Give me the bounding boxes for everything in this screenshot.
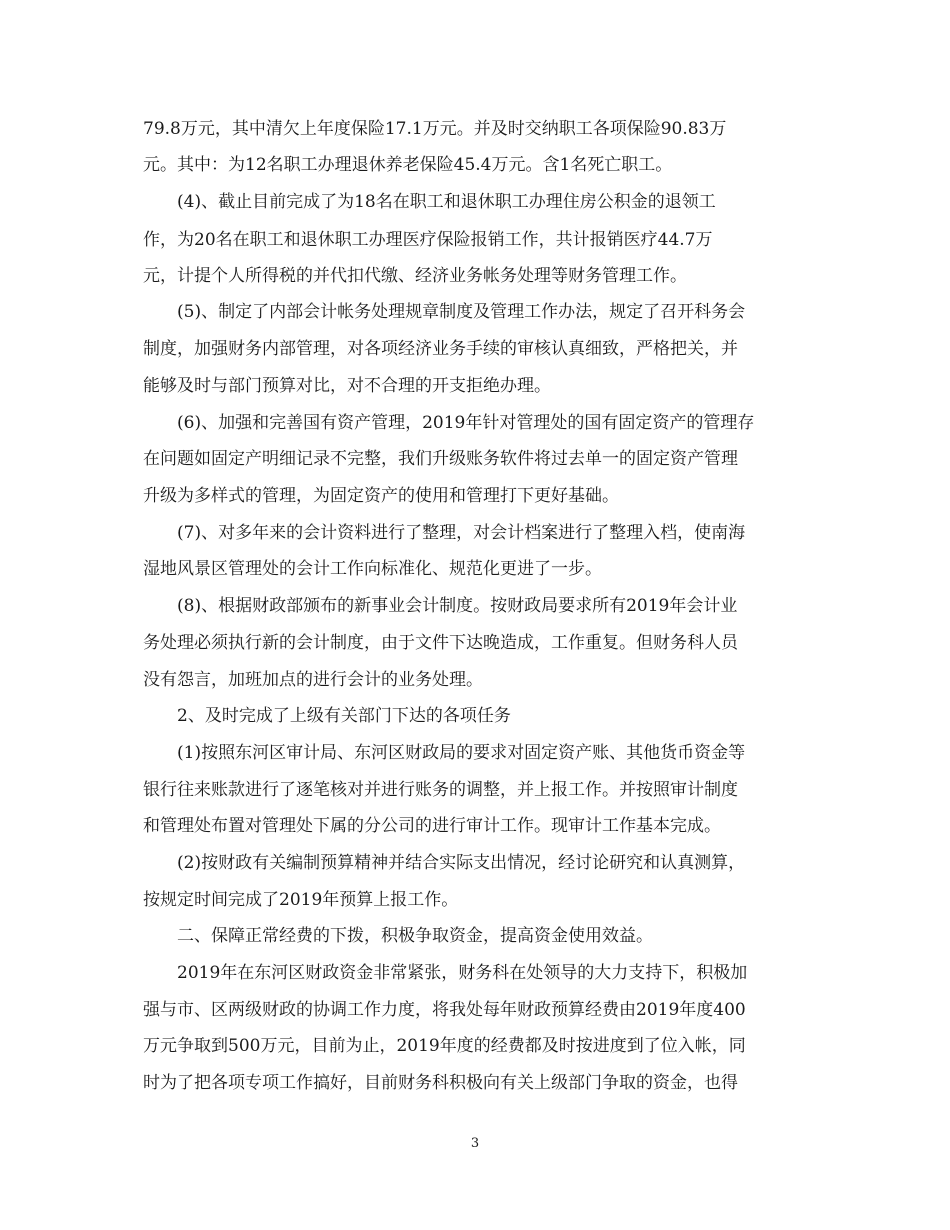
text-line: 时为了把各项专项工作搞好，目前财务科积极向有关上级部门争取的资金，也得 (143, 1073, 738, 1093)
text-line: (8)、根据财政部颁布的新事业会计制度。按财政局要求所有2019年会计业 (177, 596, 738, 616)
text-line: 制度，加强财务内部管理，对各项经济业务手续的审核认真细致，严格把关，并 (143, 339, 738, 359)
text-line: 万元争取到500万元，目前为止，2019年度的经费都及时按进度到了位入帐，同 (143, 1036, 746, 1056)
text-line: 二、保障正常经费的下拨，积极争取资金，提高资金使用效益。 (177, 926, 653, 946)
text-line: 强与市、区两级财政的协调工作力度，将我处每年财政预算经费由2019年度400 (143, 1000, 746, 1020)
text-line: 2、及时完成了上级有关部门下达的各项任务 (177, 706, 511, 726)
text-line: (6)、加强和完善国有资产管理，2019年针对管理处的国有固定资产的管理存 (177, 413, 755, 433)
text-line: 作，为20名在职工和退休职工办理医疗保险报销工作，共计报销医疗44.7万 (143, 230, 713, 250)
text-line: (1)按照东河区审计局、东河区财政局的要求对固定资产账、其他货币资金等 (177, 743, 746, 763)
text-line: 79.8万元，其中清欠上年度保险17.1万元。并及时交纳职工各项保险90.83万 (143, 119, 727, 139)
text-line: (5)、制定了内部会计帐务处理规章制度及管理工作办法，规定了召开科务会 (177, 302, 746, 322)
text-line: 能够及时与部门预算对比，对不合理的开支拒绝办理。 (143, 376, 551, 396)
text-line: 和管理处布置对管理处下属的分公司的进行审计工作。现审计工作基本完成。 (143, 816, 721, 836)
text-line: 务处理必须执行新的会计制度，由于文件下达晚造成，工作重复。但财务科人员 (143, 633, 738, 653)
text-line: (4)、截止目前完成了为18名在职工和退休职工办理住房公积金的退领工 (177, 192, 716, 212)
text-line: (7)、对多年来的会计资料进行了整理，对会计档案进行了整理入档，使南海 (177, 523, 746, 543)
text-line: 元，计提个人所得税的并代扣代缴、经济业务帐务处理等财务管理工作。 (143, 266, 687, 286)
text-line: 没有怨言，加班加点的进行会计的业务处理。 (143, 670, 483, 690)
text-line: 元。其中：为12名职工办理退休养老保险45.4万元。含1名死亡职工。 (143, 155, 673, 175)
text-line: 湿地风景区管理处的会计工作向标准化、规范化更进了一步。 (143, 559, 602, 579)
text-line: 按规定时间完成了2019年预算上报工作。 (143, 890, 459, 910)
text-line: 升级为多样式的管理，为固定资产的使用和管理打下更好基础。 (143, 486, 619, 506)
text-line: 银行往来账款进行了逐笔核对并进行账务的调整，并上报工作。并按照审计制度 (143, 780, 738, 800)
text-line: 在问题如固定产明细记录不完整，我们升级账务软件将过去单一的固定资产管理 (143, 449, 738, 469)
text-line: 2019年在东河区财政资金非常紧张，财务科在处领导的大力支持下，积极加 (177, 963, 748, 983)
page-number: 3 (470, 1136, 480, 1151)
text-line: (2)按财政有关编制预算精神并结合实际支出情况，经讨论研究和认真测算， (177, 853, 746, 873)
